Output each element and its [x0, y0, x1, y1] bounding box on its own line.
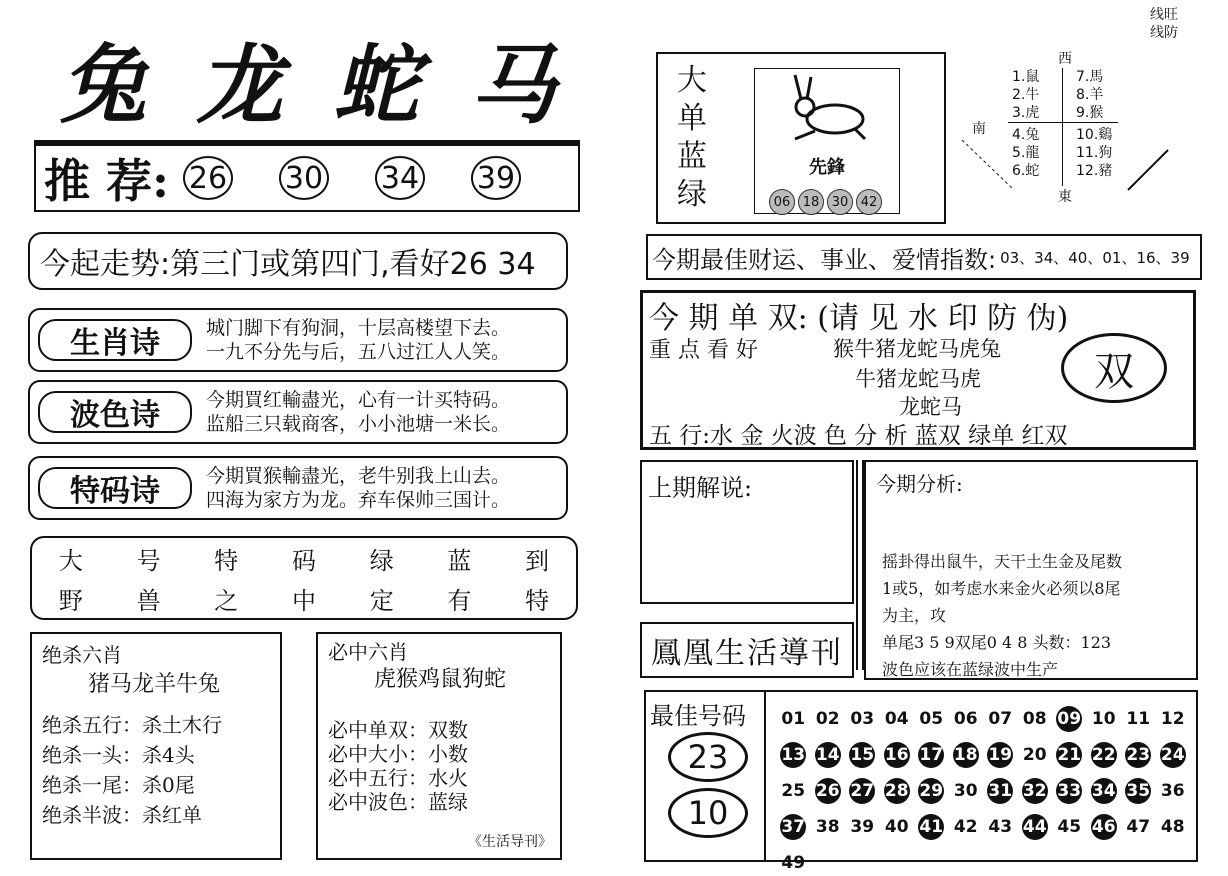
kill-line: 绝杀一尾：杀0尾: [42, 773, 195, 797]
grid-cell: 之: [214, 586, 239, 615]
sd-row: 猴牛猪龙蛇马虎兔: [833, 337, 1001, 361]
number-cell: 29: [914, 778, 949, 804]
grid-cell: 特: [214, 546, 239, 575]
rabbit-icon: [755, 69, 899, 149]
compass-lines: [958, 130, 1178, 210]
recommend-number: 39: [471, 156, 521, 200]
poem-box: [28, 380, 568, 444]
west-label: 西: [1058, 51, 1072, 67]
zodiac-item: 1.鼠: [1012, 69, 1040, 85]
number-cell: 05: [919, 709, 944, 729]
number-cell: 42: [953, 817, 978, 837]
number-cell: 48: [1160, 817, 1185, 837]
number-cell: 36: [1160, 781, 1185, 801]
number-cell: 35: [1121, 778, 1156, 804]
sd-row: 龙蛇马: [899, 395, 962, 419]
recommend-number: 26: [183, 156, 233, 200]
page-title: [40, 18, 580, 138]
must-title: 必中六肖: [328, 640, 408, 664]
number-cell: 39: [850, 817, 875, 837]
zodiac-item: 9.猴: [1076, 105, 1104, 121]
number-cell: 16: [880, 742, 915, 768]
south-label: 南: [972, 121, 986, 137]
number-cell: 10: [1091, 709, 1116, 729]
number-grid: [776, 706, 1190, 876]
number-cell: 31: [983, 778, 1018, 804]
ball: 18: [798, 189, 824, 215]
number-cell: 37: [776, 814, 811, 840]
must-footer: 《生活导刊》: [468, 834, 552, 850]
number-cell: 18: [949, 742, 984, 768]
analysis-line: 1或5，如考虑水来金火必须以8尾: [882, 579, 1121, 598]
number-cell: 03: [850, 709, 875, 729]
best-pick: 23: [668, 732, 748, 782]
must-line: 必中大小：小数: [328, 742, 468, 766]
number-cell: 13: [776, 742, 811, 768]
number-cell: 38: [815, 817, 840, 837]
number-cell: 15: [845, 742, 880, 768]
must-box: [316, 632, 562, 860]
poem-label: 波色诗: [38, 391, 192, 433]
number-cell: 21: [1052, 742, 1087, 768]
number-cell: 45: [1057, 817, 1082, 837]
number-cell: 01: [781, 709, 806, 729]
trend-box: [28, 232, 568, 290]
index-box: [646, 234, 1202, 280]
number-cell: 28: [880, 778, 915, 804]
number-cell: 25: [781, 781, 806, 801]
analysis-line: 摇卦得出鼠牛，天干土生金及尾数: [882, 552, 1123, 571]
vertical-char: 单: [677, 101, 707, 136]
analysis-box: [864, 460, 1198, 680]
grid-cell: 定: [369, 586, 394, 615]
number-cell: 46: [1087, 814, 1122, 840]
number-cell: 17: [914, 742, 949, 768]
divider: [856, 460, 864, 670]
number-cell: 20: [1022, 745, 1047, 765]
number-cell: 41: [914, 814, 949, 840]
best-numbers-box: [644, 690, 1198, 873]
poem-box: [28, 456, 568, 520]
number-cell: 47: [1126, 817, 1151, 837]
poem-box: [28, 308, 568, 372]
east-label: 東: [1058, 189, 1072, 205]
title-char: 龙: [196, 35, 287, 136]
poem-line: 今期買猴輸盡光，老牛别我上山去。: [206, 465, 511, 487]
recommend-box: [34, 140, 580, 212]
zodiac-item: 4.兔: [1012, 127, 1040, 143]
number-cell: 22: [1087, 742, 1122, 768]
sd-row: 牛猪龙蛇马虎: [855, 367, 981, 391]
number-cell: 06: [953, 709, 978, 729]
recommend-number: 30: [279, 156, 329, 200]
number-cell: 33: [1052, 778, 1087, 804]
analysis-line: 为主，攻: [882, 606, 947, 625]
zodiac-item: 5.龍: [1012, 145, 1040, 161]
last-period-box: [640, 460, 854, 604]
analysis-line: 波色应该在蓝绿波中生产: [882, 660, 1059, 679]
zodiac-item: 6.蛇: [1012, 163, 1040, 179]
index-numbers: 03、34、40、01、16、39: [1000, 248, 1190, 267]
rabbit-image: [754, 68, 900, 214]
zodiac-compass: [958, 50, 1178, 210]
title-char: 兔: [60, 35, 150, 136]
number-cell: 02: [815, 709, 840, 729]
guide-banner: 鳳凰生活導刊: [640, 622, 854, 678]
zodiac-item: 2.牛: [1012, 87, 1040, 103]
grid-cell: 到: [525, 546, 550, 575]
grid-cell: 蓝: [447, 546, 472, 575]
poem-label: 特码诗: [38, 467, 192, 509]
number-cell: 09: [1052, 706, 1087, 732]
number-cell: 32: [1018, 778, 1053, 804]
kill-line: 绝杀五行：杀土木行: [42, 713, 222, 737]
number-cell: 49: [781, 853, 806, 873]
trend-text: 今起走势:第三门或第四门,看好26 34: [40, 247, 536, 282]
poem-line: 今期買红輸盡光，心有一计买特码。: [206, 389, 511, 411]
single-double-box: [640, 290, 1196, 450]
poem-line: 监船三只载商客，小小池塘一米长。: [206, 413, 511, 435]
number-cell: 04: [884, 709, 909, 729]
sd-wuxing: 五 行:水 金 火波 色 分 析 蓝双 绿单 红双: [649, 423, 1068, 449]
number-cell: 19: [983, 742, 1018, 768]
sd-title: 今 期 单 双: (请 见 水 印 防 伪): [649, 301, 1069, 336]
vertical-char: 大: [677, 63, 707, 98]
number-cell: 43: [988, 817, 1013, 837]
zodiac-item: 12.豬: [1076, 163, 1113, 179]
analysis-line: 单尾3 5 9双尾0 4 8 头数：123: [882, 633, 1112, 652]
big-single-box: [656, 52, 946, 224]
ball: 42: [856, 189, 882, 215]
title-char: 蛇: [333, 35, 424, 136]
poem-line: 一九不分先与后，五八过江人人笑。: [206, 341, 511, 363]
ball: 06: [769, 189, 795, 215]
grid-cell: 有: [447, 586, 472, 615]
pic-label: 先鋒: [809, 157, 845, 178]
zodiac-item: 10.鷄: [1076, 127, 1113, 143]
number-cell: 30: [953, 781, 978, 801]
grid-cell: 大: [58, 546, 83, 575]
number-cell: 26: [811, 778, 846, 804]
grid-cell: 野: [58, 586, 83, 615]
grid-cell: 码: [291, 546, 316, 575]
must-animals: 虎猴鸡鼠狗蛇: [374, 667, 507, 692]
number-cell: 14: [811, 742, 846, 768]
recommend-number: 34: [375, 156, 425, 200]
grid-cell: 绿: [369, 546, 394, 575]
kill-line: 绝杀半波：杀红单: [42, 803, 202, 827]
number-cell: 24: [1156, 742, 1191, 768]
last-period-title: 上期解说:: [648, 474, 753, 502]
number-cell: 27: [845, 778, 880, 804]
must-line: 必中单双：双数: [328, 718, 468, 742]
grid-cell: 特: [525, 586, 550, 615]
kill-line: 绝杀一头：杀4头: [42, 743, 195, 767]
number-cell: 08: [1022, 709, 1047, 729]
best-pick: 10: [668, 788, 748, 838]
number-cell: 12: [1160, 709, 1185, 729]
poem-line: 城门脚下有狗洞，十层高楼望下去。: [206, 317, 511, 339]
analysis-title: 今期分析:: [876, 472, 963, 496]
grid-cell: 号: [136, 546, 161, 575]
grid-cell: 中: [291, 586, 316, 615]
title-char: 马: [469, 35, 560, 136]
number-cell: 40: [884, 817, 909, 837]
poem-line: 四海为家方为龙。弃车保帅三国计。: [206, 489, 511, 511]
kill-title: 绝杀六肖: [42, 643, 122, 667]
kill-animals: 猪马龙羊牛兔: [88, 672, 221, 697]
vertical-char: 蓝: [677, 139, 707, 174]
index-label: 今期最佳财运、事业、爱情指数:: [652, 245, 997, 274]
must-line: 必中五行：水火: [328, 766, 468, 790]
zodiac-item: 11.狗: [1076, 145, 1113, 161]
zodiac-item: 7.馬: [1076, 69, 1104, 85]
poem-label: 生肖诗: [38, 319, 192, 361]
grid-cell: 兽: [136, 586, 161, 615]
sd-focus: 重 点 看 好: [649, 338, 758, 363]
number-cell: 07: [988, 709, 1013, 729]
corner-line: 线旺: [1150, 7, 1178, 23]
recommend-label: 推 荐:: [44, 154, 169, 208]
best-title: 最佳号码: [650, 702, 746, 730]
corner-note: [1150, 6, 1178, 42]
number-cell: 11: [1126, 709, 1151, 729]
page-divider: [610, 0, 612, 868]
zodiac-item: 3.虎: [1012, 105, 1040, 121]
zodiac-item: 8.羊: [1076, 87, 1104, 103]
kill-box: [30, 632, 282, 860]
vertical-char: 绿: [677, 177, 707, 212]
number-cell: 23: [1121, 742, 1156, 768]
number-cell: 44: [1018, 814, 1053, 840]
corner-line: 线防: [1150, 25, 1178, 41]
ball: 30: [827, 189, 853, 215]
phrase-grid: [30, 536, 578, 620]
sd-badge: 双: [1061, 333, 1167, 403]
must-line: 必中波色：蓝绿: [328, 790, 468, 814]
number-cell: 34: [1087, 778, 1122, 804]
